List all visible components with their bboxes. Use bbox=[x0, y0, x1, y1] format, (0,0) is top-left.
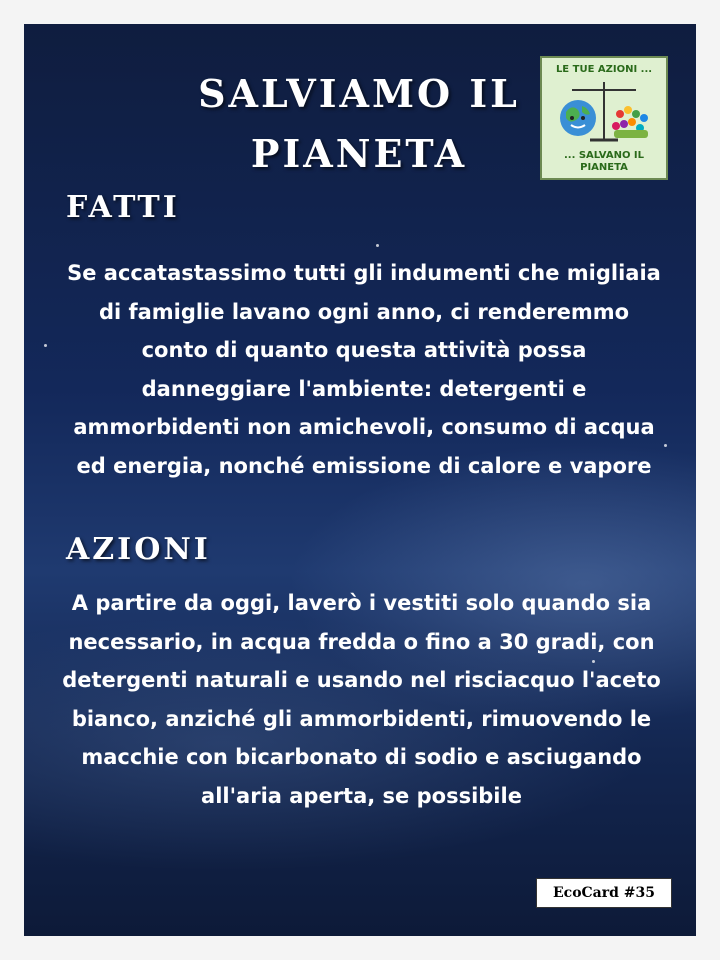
actions-text: A partire da oggi, laverò i vestiti solo quando sia necessario, in acqua fredda o fino a 30 gradi, con detergenti naturali e usando nel risciacquo l'aceto bianco, anziché gli ammorbidenti, rimuovendo le macchie con bicarbonato di sodio e asciugando all'aria aperta, se possibile bbox=[62, 591, 661, 808]
star-decoration bbox=[44, 344, 47, 347]
logo-top-text: LE TUE AZIONI ... bbox=[555, 64, 653, 75]
logo-bottom-text: ... SALVANO IL PIANETA bbox=[563, 150, 645, 173]
star-decoration bbox=[376, 244, 379, 247]
page-title: SALVIAMO IL PIANETA bbox=[198, 71, 520, 176]
actions-heading: AZIONI bbox=[66, 532, 211, 567]
facts-text: Se accatastassimo tutti gli indumenti che migliaia di famiglie lavano ogni anno, ci renderemmo conto di quanto questa attività possa danneggiare l'ambiente: detergenti e ammorbidenti non amichevoli, consumo di acqua ed energia, nonché emissione di calore e vapore bbox=[67, 261, 661, 478]
star-decoration bbox=[664, 444, 667, 447]
eco-card bbox=[24, 24, 696, 936]
ecocard-badge: EcoCard #35 bbox=[536, 878, 672, 908]
globe-scale-people-icon bbox=[552, 78, 656, 148]
facts-heading: FATTI bbox=[66, 190, 180, 225]
logo bbox=[540, 56, 668, 180]
